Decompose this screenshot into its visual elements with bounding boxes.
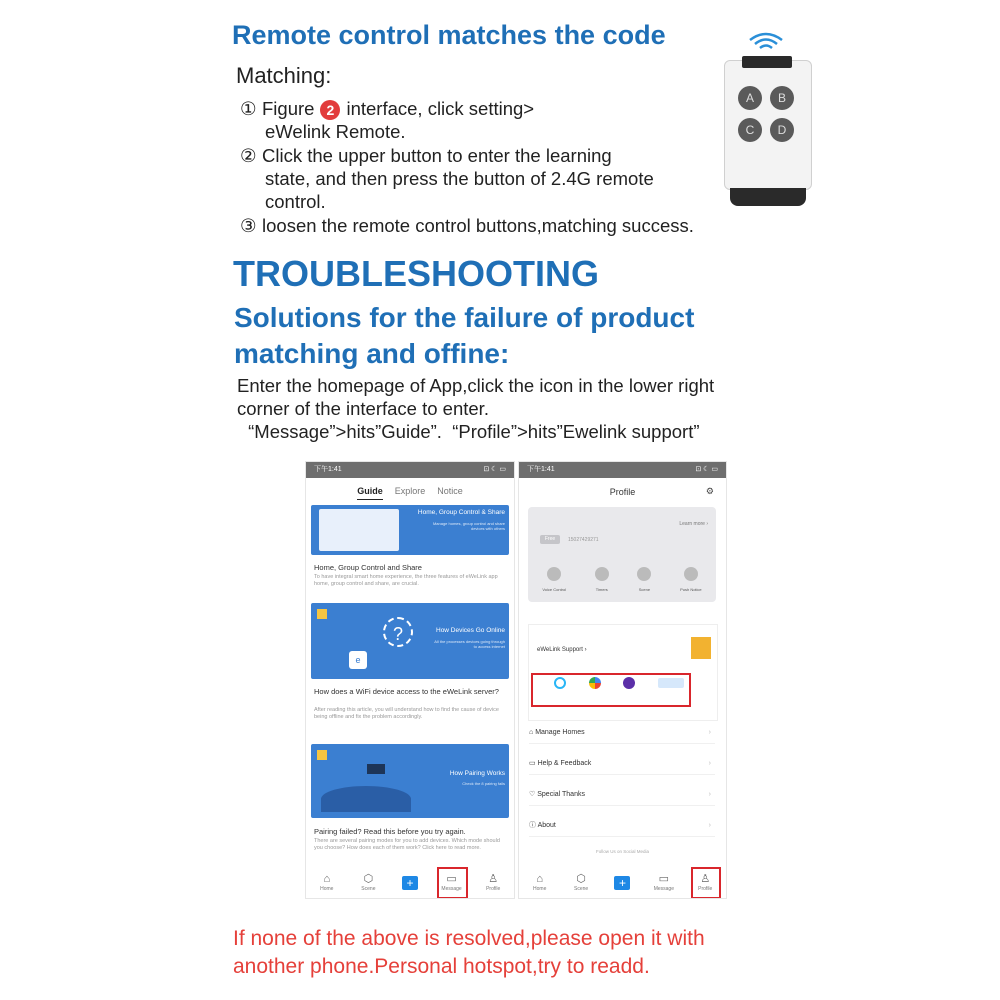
nav-label: Profile bbox=[486, 886, 501, 892]
step-number: ② bbox=[240, 145, 257, 166]
menu-label: Special Thanks bbox=[537, 791, 585, 798]
nav-scene[interactable] bbox=[565, 874, 597, 892]
settings-icon[interactable]: ⚙ bbox=[705, 486, 714, 496]
ewelink-logo bbox=[317, 750, 327, 760]
follow-social-text: Follow Us on Social Media bbox=[595, 849, 650, 854]
nav-profile[interactable] bbox=[477, 874, 509, 892]
illustration bbox=[367, 764, 385, 774]
remote-button-a: A bbox=[738, 86, 762, 110]
guide-card-title[interactable]: How does a WiFi device access to the eWeLink server? bbox=[314, 687, 499, 696]
remote-control-image bbox=[724, 60, 810, 210]
plus-icon: + bbox=[402, 876, 418, 890]
status-bar bbox=[519, 462, 726, 478]
status-icons: ⊡ ☾ ▭ bbox=[483, 466, 506, 473]
chevron-right-icon: › bbox=[708, 760, 711, 767]
step-1 bbox=[240, 97, 710, 143]
home-icon: ⌂ bbox=[536, 873, 544, 885]
guide-card-desc: To have integral smart home experience, the three features of eWeLink app home, group control and share, are crucial. bbox=[314, 574, 498, 587]
nav-add[interactable] bbox=[606, 876, 638, 890]
step-2 bbox=[240, 144, 710, 213]
menu-special-thanks[interactable] bbox=[529, 785, 715, 806]
subtitle-line: Solutions for the failure of product bbox=[234, 302, 695, 333]
remote-button-c: C bbox=[738, 118, 762, 142]
banner-subtitle: Manage homes, group control and share devices with others bbox=[432, 521, 505, 531]
nav-label: Home bbox=[320, 886, 334, 892]
quick-label: Timers bbox=[595, 587, 608, 592]
quick-label: Push Notice bbox=[680, 587, 702, 592]
footer-note bbox=[233, 925, 833, 981]
nav-label: Scene bbox=[361, 886, 376, 892]
guide-card-banner[interactable] bbox=[311, 744, 509, 818]
integrations-highlight-box bbox=[531, 673, 691, 707]
menu-label: Manage Homes bbox=[535, 729, 585, 736]
nav-label: Home bbox=[533, 886, 547, 892]
profile-highlight-box bbox=[691, 867, 721, 899]
status-bar bbox=[306, 462, 514, 478]
profile-icon: ♙ bbox=[488, 873, 499, 885]
chevron-right-icon: › bbox=[708, 791, 711, 798]
banner-subtitle: All the processes devices going through to access internet bbox=[434, 639, 505, 649]
step-text: control. bbox=[265, 191, 326, 212]
quick-label: Voice Control bbox=[542, 587, 567, 592]
learn-more-link[interactable]: Learn more › bbox=[679, 521, 708, 527]
support-label[interactable]: eWeLink Support › bbox=[537, 647, 587, 653]
status-time: 下午1:41 bbox=[314, 466, 342, 473]
banner-title: How Pairing Works bbox=[449, 770, 505, 777]
quick-label: Scene bbox=[638, 587, 651, 592]
banner-title: Home, Group Control & Share bbox=[417, 509, 505, 516]
account-card bbox=[528, 507, 716, 602]
chevron-right-icon: › bbox=[708, 822, 711, 829]
profile-screenshot bbox=[518, 461, 727, 899]
question-icon: ? bbox=[383, 617, 413, 647]
message-icon: ▭ bbox=[658, 873, 670, 885]
voice-control-button[interactable] bbox=[542, 567, 566, 592]
step-text: Click the upper button to enter the learning bbox=[262, 145, 612, 166]
menu-label: Help & Feedback bbox=[537, 760, 592, 767]
scene-button[interactable] bbox=[637, 567, 651, 592]
account-id: 15027429271 bbox=[568, 537, 599, 543]
timers-button[interactable] bbox=[595, 567, 609, 592]
plus-icon: + bbox=[614, 876, 630, 890]
guide-card-desc: There are several pairing modes for you to add devices. Which mode should you choose? How does each of them work? Click here to read more. bbox=[314, 838, 500, 851]
nav-label: Scene bbox=[573, 886, 589, 892]
nav-label: Message bbox=[441, 886, 462, 892]
matching-label: Matching: bbox=[236, 63, 332, 88]
guide-card-title[interactable]: Pairing failed? Read this before you try again. bbox=[314, 827, 466, 836]
step-3 bbox=[240, 214, 800, 237]
step-number: ① bbox=[240, 98, 257, 119]
account-tag: Free bbox=[540, 535, 560, 544]
tab-guide[interactable]: Guide bbox=[357, 486, 383, 500]
scene-icon bbox=[637, 567, 651, 581]
subtitle-line: matching and offine: bbox=[234, 338, 510, 369]
message-icon: ▭ bbox=[529, 760, 538, 767]
illustration bbox=[319, 509, 399, 551]
status-time: 下午1:41 bbox=[527, 466, 555, 473]
message-icon: ▭ bbox=[446, 873, 457, 885]
tab-explore[interactable]: Explore bbox=[394, 486, 426, 496]
instruction-line: corner of the interface to enter. bbox=[237, 398, 489, 419]
nav-home[interactable] bbox=[524, 874, 556, 892]
microphone-icon bbox=[547, 567, 561, 581]
guide-card-title[interactable]: Home, Group Control and Share bbox=[314, 563, 422, 572]
ewelink-app-icon: e bbox=[349, 651, 367, 669]
tab-notice[interactable]: Notice bbox=[437, 486, 463, 496]
nav-label: Message bbox=[653, 886, 674, 892]
guide-card-desc: After reading this article, you will understand how to find the cause of device being offline and fix the problem accordingly. bbox=[314, 707, 499, 720]
note-line: another phone.Personal hotspot,try to readd. bbox=[233, 955, 650, 978]
nav-add[interactable] bbox=[394, 876, 426, 890]
thanks-icon: ♡ bbox=[529, 791, 538, 798]
instructions bbox=[237, 374, 837, 420]
menu-about[interactable] bbox=[529, 816, 715, 837]
step-number: ③ bbox=[240, 215, 257, 236]
step-text: Figure bbox=[262, 98, 315, 119]
troubleshooting-title: TROUBLESHOOTING bbox=[233, 253, 599, 294]
step-text: eWelink Remote. bbox=[265, 121, 406, 143]
wifi-signal-icon bbox=[746, 30, 786, 52]
remote-button-b: B bbox=[770, 86, 794, 110]
bell-icon bbox=[684, 567, 698, 581]
profile-header bbox=[519, 478, 726, 507]
guide-card-banner[interactable] bbox=[311, 603, 509, 679]
chevron-right-icon: › bbox=[708, 729, 711, 736]
navigation-path: “Message”>hits”Guide”. “Profile”>hits”Ewelink support” bbox=[243, 421, 700, 442]
illustration bbox=[321, 786, 411, 812]
nav-home[interactable] bbox=[311, 874, 343, 892]
menu-manage-homes[interactable] bbox=[529, 723, 715, 744]
guide-screenshot bbox=[305, 461, 515, 899]
figure-badge: 2 bbox=[320, 100, 340, 120]
ewelink-box-icon bbox=[691, 637, 711, 659]
home-icon: ⌂ bbox=[529, 729, 536, 736]
ewelink-logo bbox=[317, 609, 327, 619]
menu-label: About bbox=[537, 822, 556, 829]
banner-title: How Devices Go Online bbox=[436, 627, 505, 634]
clock-icon bbox=[595, 567, 609, 581]
guide-card-banner[interactable] bbox=[311, 505, 509, 555]
info-icon: ⓘ bbox=[529, 822, 538, 829]
page-title: Remote control matches the code bbox=[232, 20, 666, 50]
banner-subtitle: Check the 8 pairing fails bbox=[462, 781, 505, 786]
remote-button-d: D bbox=[770, 118, 794, 142]
step-text: state, and then press the button of 2.4G remote bbox=[265, 168, 654, 189]
support-label-text: eWeLink Support bbox=[537, 647, 583, 653]
profile-title: Profile bbox=[609, 487, 636, 497]
nav-scene[interactable] bbox=[352, 874, 384, 892]
nav-message[interactable] bbox=[648, 874, 680, 892]
message-highlight-box bbox=[437, 867, 468, 899]
nav-label: Profile bbox=[698, 886, 713, 892]
menu-help-feedback[interactable] bbox=[529, 754, 715, 775]
solutions-subtitle bbox=[234, 300, 794, 372]
profile-icon: ♙ bbox=[700, 873, 711, 885]
scene-icon: ⬡ bbox=[363, 873, 374, 885]
home-icon: ⌂ bbox=[323, 873, 331, 885]
bottom-nav bbox=[306, 868, 514, 898]
step-text: loosen the remote control buttons,matching success. bbox=[262, 215, 694, 236]
note-line: If none of the above is resolved,please open it with bbox=[233, 927, 705, 950]
step-text: interface, click setting> bbox=[346, 98, 535, 119]
status-icons: ⊡ ☾ ▭ bbox=[695, 466, 718, 473]
guide-tabs bbox=[306, 478, 514, 506]
push-notice-button[interactable] bbox=[680, 567, 702, 592]
scene-icon: ⬡ bbox=[576, 873, 586, 885]
instruction-line: Enter the homepage of App,click the icon in the lower right bbox=[237, 375, 715, 396]
